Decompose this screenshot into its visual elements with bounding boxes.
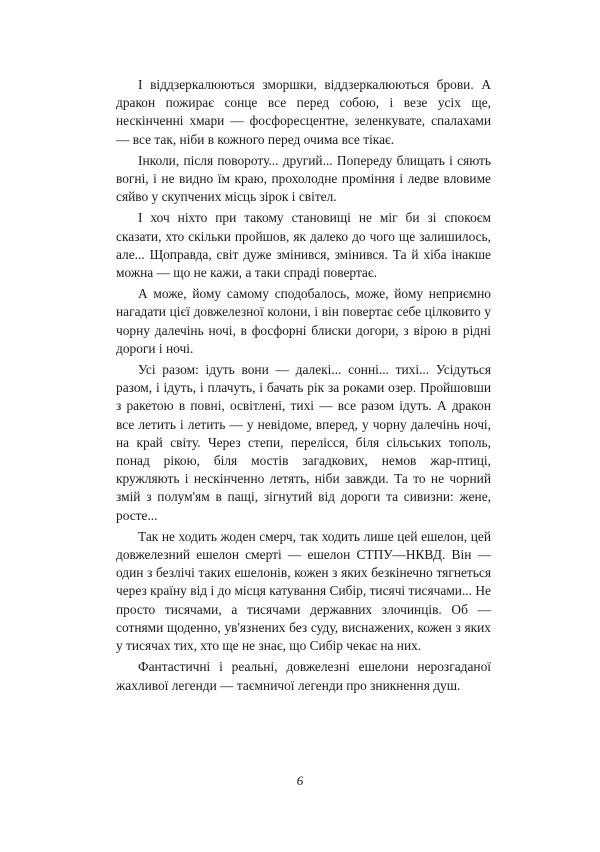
body-text: [116, 76, 491, 695]
paragraph: І віддзеркалюються зморшки, віддзеркалюються брови. А дракон пожирає сонце все перед собою, і везе усіх ще, нескінченні хмари — фосфоресцентне, зеленкувате, спалахами — все так, ніби в кожного перед очима все тікає.: [116, 77, 491, 147]
page-number: 6: [296, 773, 304, 788]
paragraph: Так не ходить жоден смерч, так ходить лише цей ешелон, цей довжелезний ешелон смерті — ешелон СТПУ—НКВД. Він — один з безлічі таких ешелонів, кожен з яких безкінечно тягнеться через країну від і до місця катування Сибір, тисячі тисячами... Не просто тисячами, а тисячами державних злочинців. Об — сотнями щоденно, ув'язнених без суду, виснажених, кожен з яких у тисячах тих, хто ще не знає, що Сибір чекає на них.: [116, 528, 491, 654]
paragraph: А може, йому самому сподобалось, може, йому неприємно нагадати цієї довжелезної колони, і він повертає себе цілковито у чорну далечінь ночі, в фосфорні блиски догори, з вірою в рідні дороги і ночі.: [116, 286, 491, 356]
paragraph: І хоч ніхто при такому становищі не міг би зі спокоєм сказати, хто скільки пройшов, як далеко до чого ще залишилось, але... Щоправда, світ дуже змінився, змінився. Та й хіба інакше можна — що не кажи, а таки спраді повертає.: [116, 210, 491, 281]
paragraph: Інколи, після повороту... другий... Попереду блищать і сяють вогні, і не видно їм краю, прохолодне проміння і ледве вловиме сяйво у скупчених місць зірок і світел.: [116, 152, 491, 205]
paragraph: Усі разом: ідуть вони — далекі... сонні... тихі... Усідуться разом, і ідуть, і плачуть, і бачать рік за роками озер. Пройшовши з ракетою в повні, освітлені, тихі — все разом ідуть. А дракон все летить і летить — у невідоме, вперед, у чорну далечінь ночі, на край світу. Через степи, перелісся, біля сільських тополь, понад рікою, біля мостів загадкових, немов жар-птиці, кружляють і нескінченно летять, ніби завжди. Та то не чорний змій з полум'ям в пащі, зігнутий від дороги та сивизни: жене, росте...: [116, 362, 491, 523]
paragraph: Фантастичні і реальні, довжелезні ешелони нерозгаданої жахливої легенди — таємничої легенди про зникнення душ.: [116, 659, 491, 693]
